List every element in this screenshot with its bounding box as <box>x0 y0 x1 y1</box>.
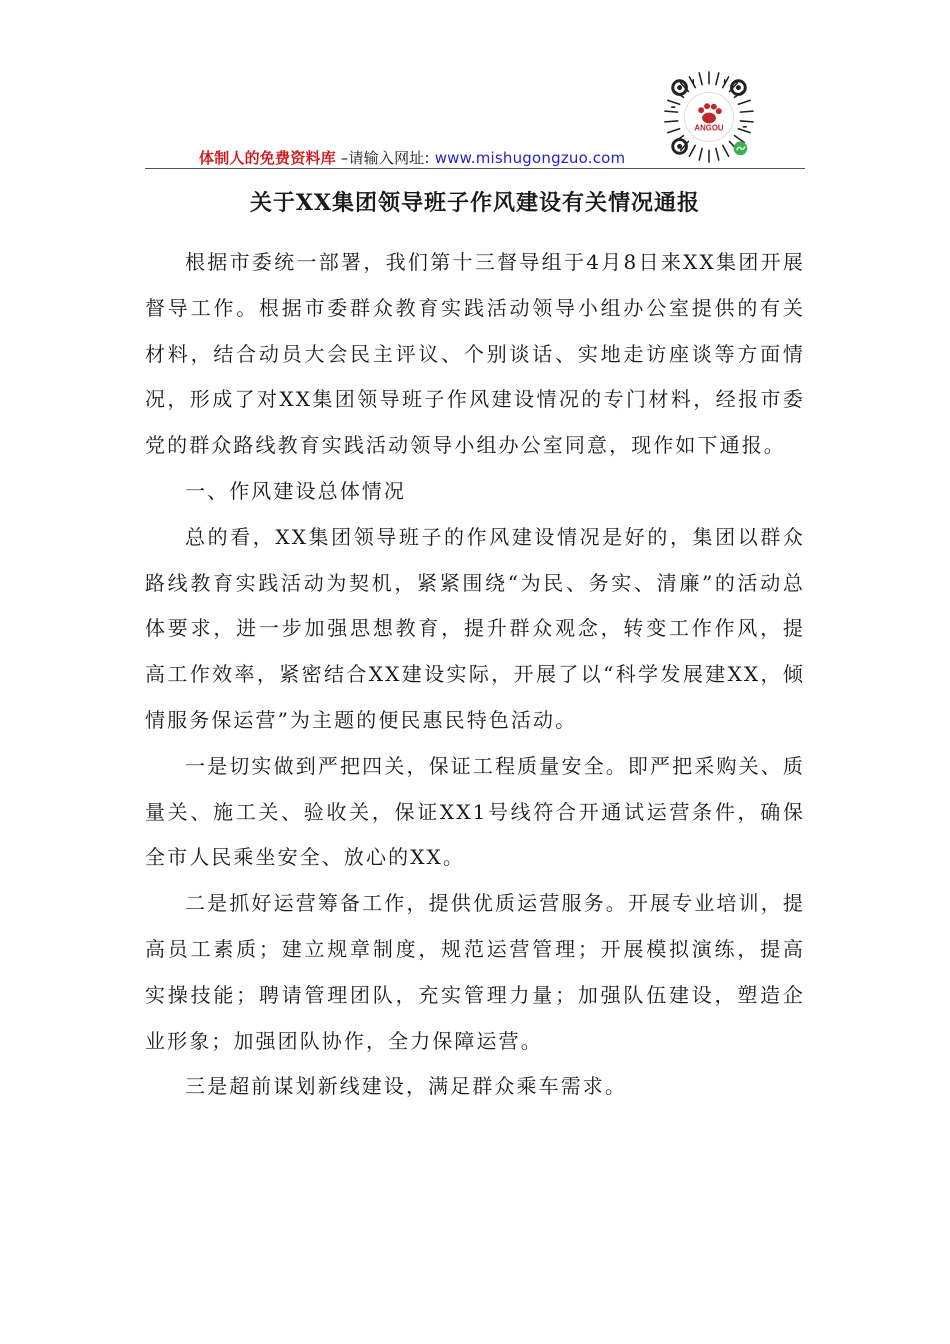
document-body <box>145 240 805 1110</box>
mini-program-icon <box>734 142 748 156</box>
qr-brand-label: ANGOU <box>694 123 724 133</box>
section-heading: 一、作风建设总体情况 <box>185 478 406 503</box>
paragraph-point-three: 三是超前谋划新线建设，满足群众乘车需求。 <box>185 1074 627 1099</box>
header-banner <box>199 147 625 168</box>
page-header <box>145 60 805 170</box>
url-prompt: –请输入网址: <box>335 149 435 167</box>
document-title: 关于XX集团领导班子作风建设有关情况通报 <box>249 190 701 216</box>
site-name: 体制人的免费资料库 <box>199 149 336 167</box>
paragraph-point-one: 一是切实做到严把四关，保证工程质量安全。即严把采购关、质量关、施工关、验收关，保证XX1号线符合开通试运营条件，确保全市人民乘坐安全、放心的XX。 <box>145 753 805 870</box>
paragraph-point-two: 二是抓好运营筹备工作，提供优质运营服务。开展专业培训，提高员工素质；建立规章制度，规范运营管理；开展模拟演练，提高实操技能；聘请管理团队，充实管理力量；加强队伍建设，塑造企业形象；加强团队协作，全力保障运营。 <box>145 891 805 1053</box>
paragraph-intro: 根据市委统一部署，我们第十三督导组于4月8日来XX集团开展督导工作。根据市委群众教育实践活动领导小组办公室提供的有关材料，结合动员大会民主评议、个别谈话、实地走访座谈等方面情况，形成了对XX集团领导班子作风建设情况的专门材料，经报市委党的群众路线教育实践活动领导小组办公室同意，现作如下通报。 <box>145 250 805 458</box>
qr-code[interactable] <box>660 68 758 166</box>
site-url[interactable]: www.mishugongzuo.com <box>434 149 626 167</box>
paragraph-overview: 总的看，XX集团领导班子的作风建设情况是好的，集团以群众路线教育实践活动为契机，紧紧围绕“为民、务实、清廉”的活动总体要求，进一步加强思想教育，提升群众观念，转变工作作风，提高工作效率，紧密结合XX建设实际，开展了以“科学发展建XX，倾情服务保运营”为主题的便民惠民特色活动。 <box>145 524 805 732</box>
header-divider <box>145 168 805 169</box>
